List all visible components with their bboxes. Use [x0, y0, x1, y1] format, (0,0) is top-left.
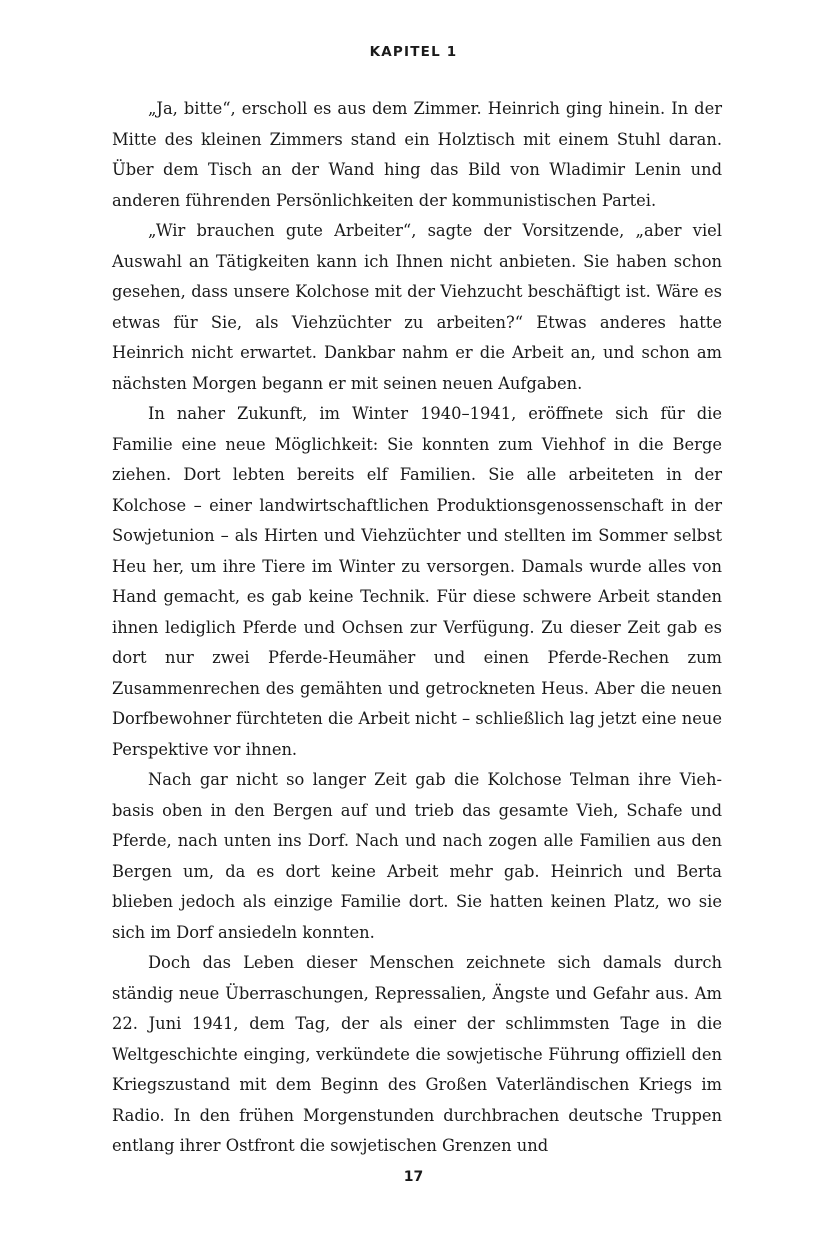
paragraph-1: „Ja, bitte“, erscholl es aus dem Zimmer. Heinrich ging hinein. In der Mitte des kleinen Zimmers stand ein Holztisch mit einem Stuhl daran. Über dem Tisch an der Wand hing das Bild von Wladimir Lenin und anderen führenden Persönlichkeiten der kommunistischen Partei. [112, 99, 722, 210]
paragraph-3: In naher Zukunft, im Winter 1940–1941, eröffnete sich für die Familie eine neue Möglichkeit: Sie konnten zum Viehhof in die Berge ziehen. Dort lebten bereits elf Familien. Sie alle arbeiteten in der Kolchose – einer landwirtschaftlichen Produktionsgenossenschaft in der Sowjetunion – als Hirten und Viehzüchter und stellten im Sommer selbst Heu her, um ihre Tiere im Winter zu versorgen. Damals wurde alles von Hand gemacht, es gab keine Technik. Für diese schwere Arbeit standen ihnen lediglich Pferde und Ochsen zur Verfügung. Zu dieser Zeit gab es dort nur zwei Pferde-Heumäher und einen Pferde-Rechen zum Zusammenrechen des gemähten und getrockneten Heus. Aber die neuen Dorfbewohner fürchteten die Arbeit nicht – schließlich lag jetzt eine neue Perspektive vor ihnen. [112, 404, 722, 759]
paragraph-2: „Wir brauchen gute Arbeiter“, sagte der Vorsitzende, „aber viel Auswahl an Tätigkeiten kann ich Ihnen nicht anbieten. Sie haben schon gesehen, dass unsere Kolchose mit der Viehzucht beschäftigt ist. Wäre es etwas für Sie, als Viehzüchter zu arbeiten?“ Etwas anderes hatte Heinrich nicht erwartet. Dankbar nahm er die Arbeit an, und schon am nächsten Morgen begann er mit seinen neuen Aufgaben. [112, 221, 722, 393]
paragraph-5: Doch das Leben dieser Menschen zeichnete sich damals durch ständig neue Überraschungen, Repressalien, Ängste und Gefahr aus. Am 22. Juni 1941, dem Tag, der als einer der schlimmsten Tage in die Weltgeschichte einging, verkündete die sowjetische Führung offiziell den Kriegszustand mit dem Beginn des Großen Vaterländischen Kriegs im Radio. In den frühen Morgenstunden durchbrachen deutsche Truppen entlang ihrer Ostfront die sowjetischen Grenzen und [112, 953, 722, 1155]
page-number: 17 [403, 1169, 424, 1185]
body-text [112, 94, 722, 1162]
paragraph-4: Nach gar nicht so langer Zeit gab die Kolchose Telman ihre Viehbasis oben in den Bergen auf und trieb das gesamte Vieh, Schafe und Pferde, nach unten ins Dorf. Nach und nach zogen alle Familien aus den Bergen um, da es dort keine Arbeit mehr gab. Heinrich und Berta blieben jedoch als einzige Familie dort. Sie hatten keinen Platz, wo sie sich im Dorf ansiedeln konnten. [112, 770, 722, 942]
chapter-heading: KAPITEL 1 [369, 44, 458, 60]
